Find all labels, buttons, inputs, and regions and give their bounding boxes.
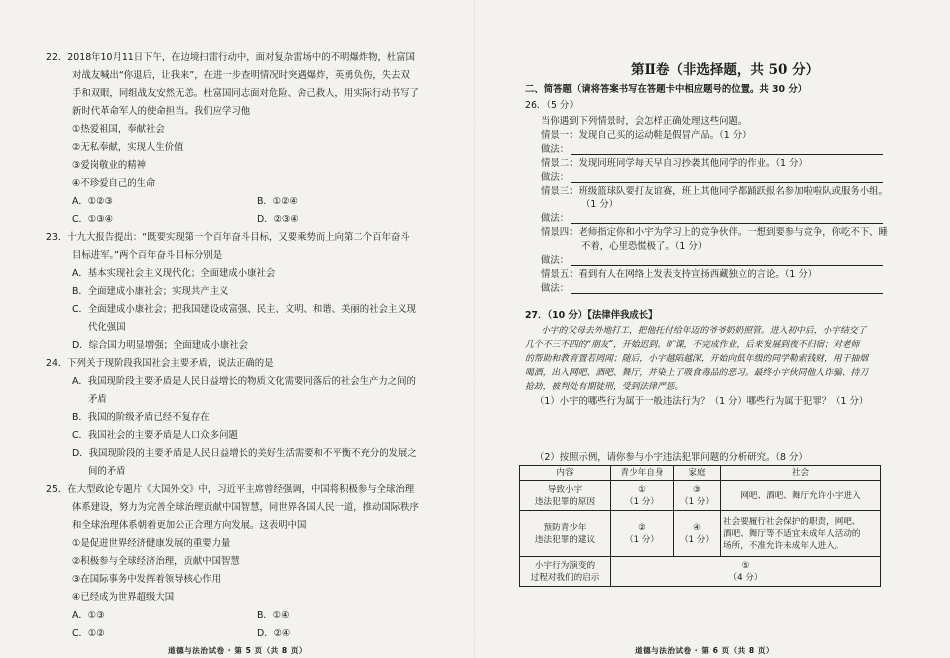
q26-answer-label-4: 做法： bbox=[541, 255, 570, 266]
section-title: 第Ⅱ卷（非选择题，共 50 分） bbox=[631, 62, 820, 78]
q26-scenario-2: 情景二：发现同班同学每天早自习抄袭其他同学的作业。（1 分） bbox=[541, 158, 808, 169]
q26-answer-line-2[interactable] bbox=[571, 182, 883, 183]
table-row bbox=[520, 481, 881, 511]
page-fold bbox=[474, 0, 476, 658]
right-page-footer: 道德与法治试卷 · 第 6 页（共 8 页） bbox=[635, 646, 775, 655]
q26-scenario-4-cont: 不着，心里恐慌极了。（1 分） bbox=[581, 241, 708, 252]
cell-answer-5[interactable]: ⑤ （4 分） bbox=[611, 557, 881, 587]
q22-option-d: D．②③④ bbox=[257, 214, 299, 225]
q22-item-3: ③爱岗敬业的精神 bbox=[72, 160, 147, 171]
q22-item-2: ②无私奉献，实现人生价值 bbox=[72, 142, 184, 153]
q27-story-line-5: 抢劫，被判处有期徒刑，受到法律严惩。 bbox=[525, 382, 684, 392]
section-heading: 二、简答题（请将答案书写在答题卡中相应题号的位置。共 30 分） bbox=[525, 84, 808, 95]
q22-option-c: C．①③④ bbox=[72, 214, 114, 225]
q26-answer-label-2: 做法： bbox=[541, 172, 570, 183]
q24-option-d-cont: 间的矛盾 bbox=[88, 466, 126, 477]
q26-scenario-3: 情景三：班级篮球队要打友谊赛，班上其他同学都踊跃报名参加啦啦队或服务小组。 bbox=[541, 186, 888, 197]
q22-option-a: A．①②③ bbox=[72, 196, 114, 207]
q25-line-1: 25．在大型政论专题片《大国外交》中，习近平主席曾经强调，中国将积极参与全球治理 bbox=[46, 484, 415, 495]
cell-answer-3[interactable]: ③ （1 分） bbox=[674, 481, 721, 511]
table-row bbox=[520, 557, 881, 587]
q23-option-b: B．全面建成小康社会；实现共产主义 bbox=[72, 286, 229, 297]
q27-story-line-4: 喝酒，出入网吧、酒吧、舞厅，并染上了吸食毒品的恶习。最终小宇伙同他人诈骗、持刀 bbox=[525, 368, 869, 378]
q27-subquestion-1: （1）小宇的哪些行为属于一般违法行为？（1 分）哪些行为属于犯罪？（1 分） bbox=[535, 396, 869, 407]
q22-line-3: 手和双眼，同组战友安然无恙。杜富国同志面对危险、舍己救人，用实际行动书写了 bbox=[72, 88, 419, 99]
cell-society-example-1: 网吧、酒吧、舞厅允许小宇进入 bbox=[721, 481, 881, 511]
row-label-lessons: 小宇行为演变的 过程对我们的启示 bbox=[520, 557, 611, 587]
q26-answer-line-3[interactable] bbox=[571, 223, 883, 224]
q22-line-1: 22．2018年10月11日下午，在边境扫雷行动中，面对复杂雷场中的不明爆炸物，杜富国 bbox=[46, 52, 416, 63]
q25-item-4: ④已经成为世界超级大国 bbox=[72, 592, 175, 603]
q25-option-a: A．①③ bbox=[72, 610, 105, 621]
q25-item-1: ①是促进世界经济健康发展的重要力量 bbox=[72, 538, 231, 549]
row-label-causes: 导致小宇 违法犯罪的原因 bbox=[520, 481, 611, 511]
q24-option-a-cont: 矛盾 bbox=[88, 394, 107, 405]
q26-intro: 当你遇到下列情景时，会怎样正确处理这些问题。 bbox=[541, 116, 748, 127]
row-label-suggestions: 预防青少年 违法犯罪的建议 bbox=[520, 511, 611, 557]
q27-story-line-2: 几个不三不四的“朋友”，开始迟到、旷课，不完成作业，后来发展到夜不归宿；对老师 bbox=[525, 340, 860, 350]
q22-item-1: ①热爱祖国，奉献社会 bbox=[72, 124, 165, 135]
q23-option-a: A．基本实现社会主义现代化；全面建成小康社会 bbox=[72, 268, 276, 279]
header-youth: 青少年自身 bbox=[611, 466, 674, 481]
q26-scenario-1: 情景一：发现自己买的运动鞋是假冒产品。（1 分） bbox=[541, 130, 752, 141]
q25-line-3: 和全球治理体系朝着更加公正合理方向发展。这表明中国 bbox=[72, 520, 307, 531]
q23-option-c-cont: 代化强国 bbox=[88, 322, 126, 333]
q26-answer-line-4[interactable] bbox=[571, 265, 883, 266]
q25-line-2: 体系建设，努力为完善全球治理贡献中国智慧，同世界各国人民一道，推动国际秩序 bbox=[72, 502, 419, 513]
cell-answer-2[interactable]: ② （1 分） bbox=[611, 511, 674, 557]
q24-stem: 24．下列关于现阶段我国社会主要矛盾，说法正确的是 bbox=[46, 358, 274, 369]
q23-option-c: C．全面建成小康社会；把我国建设成富强、民主、文明、和谐、美丽的社会主义现 bbox=[72, 304, 417, 315]
q22-option-b: B．①②④ bbox=[257, 196, 299, 207]
q26-scenario-3-score: （1 分） bbox=[581, 199, 619, 210]
q26-head: 26．（5 分） bbox=[525, 100, 579, 111]
cell-answer-4[interactable]: ④ （1 分） bbox=[674, 511, 721, 557]
table-row bbox=[520, 511, 881, 557]
header-family: 家庭 bbox=[674, 466, 721, 481]
q23-line-2: 目标进军。”两个百年奋斗目标分别是 bbox=[72, 250, 223, 261]
q25-option-d: D．②④ bbox=[257, 628, 291, 639]
analysis-table bbox=[519, 465, 881, 587]
q24-option-b: B．我国的阶级矛盾已经不复存在 bbox=[72, 412, 210, 423]
left-page-footer: 道德与法治试卷 · 第 5 页（共 8 页） bbox=[168, 646, 308, 655]
cell-society-example-2: 社会要履行社会保护的职责，网吧、 酒吧、舞厅等不适宜未成年人活动的 场所，不准允许未成年人进入。 bbox=[721, 511, 881, 557]
q25-item-2: ②积极参与全球经济治理，贡献中国智慧 bbox=[72, 556, 240, 567]
table-header-row bbox=[520, 466, 881, 481]
q26-answer-label-3: 做法： bbox=[541, 213, 570, 224]
cell-answer-1[interactable]: ① （1 分） bbox=[611, 481, 674, 511]
q22-item-4: ④不珍爱自己的生命 bbox=[72, 178, 156, 189]
q27-story-line-3: 的帮助和教育置若罔闻；随后，小宇越陷越深，开始向低年级的同学勒索钱财，用于抽烟 bbox=[525, 354, 869, 364]
header-society: 社会 bbox=[721, 466, 881, 481]
q25-item-3: ③在国际事务中发挥着领导核心作用 bbox=[72, 574, 222, 585]
q26-answer-line-5[interactable] bbox=[571, 293, 883, 294]
q25-option-c: C．①② bbox=[72, 628, 105, 639]
q24-option-d: D．我国现阶段的主要矛盾是人民日益增长的美好生活需要和不平衡不充分的发展之 bbox=[72, 448, 417, 459]
q26-scenario-4: 情景四：老师指定你和小宇为学习上的竞争伙伴。一想到要参与竞争，你吃不下、睡 bbox=[541, 227, 888, 238]
q24-option-c: C．我国社会的主要矛盾是人口众多问题 bbox=[72, 430, 238, 441]
q27-subquestion-2: （2）按照示例，请你参与小宇违法犯罪问题的分析研究。（8 分） bbox=[535, 452, 808, 463]
q27-head: 27．（10 分）【法律伴我成长】 bbox=[525, 310, 658, 321]
q26-answer-label-1: 做法： bbox=[541, 144, 570, 155]
q23-option-d: D．综合国力明显增强；全面建成小康社会 bbox=[72, 340, 248, 351]
q26-answer-label-5: 做法： bbox=[541, 283, 570, 294]
q25-option-b: B．①④ bbox=[257, 610, 290, 621]
q27-story-line-1: 小宇的父母去外地打工，把他托付给年迈的爷爷奶奶照管。进入初中后，小宇结交了 bbox=[541, 326, 867, 336]
q24-option-a: A．我国现阶段主要矛盾是人民日益增长的物质文化需要同落后的社会生产力之间的 bbox=[72, 376, 416, 387]
header-content: 内容 bbox=[520, 466, 611, 481]
q22-line-4: 新时代革命军人的使命担当。我们应学习他 bbox=[72, 106, 251, 117]
q22-line-2: 对战友喊出“你退后，让我来”，在进一步查明情况时突遇爆炸，英勇负伤，失去双 bbox=[72, 70, 410, 81]
q26-scenario-5: 情景五：看到有人在网络上发表支持宣扬西藏独立的言论。（1 分） bbox=[541, 269, 818, 280]
q26-answer-line-1[interactable] bbox=[571, 154, 883, 155]
q23-line-1: 23．十九大报告提出：“既要实现第一个百年奋斗目标，又要乘势而上向第二个百年奋斗 bbox=[46, 232, 410, 243]
